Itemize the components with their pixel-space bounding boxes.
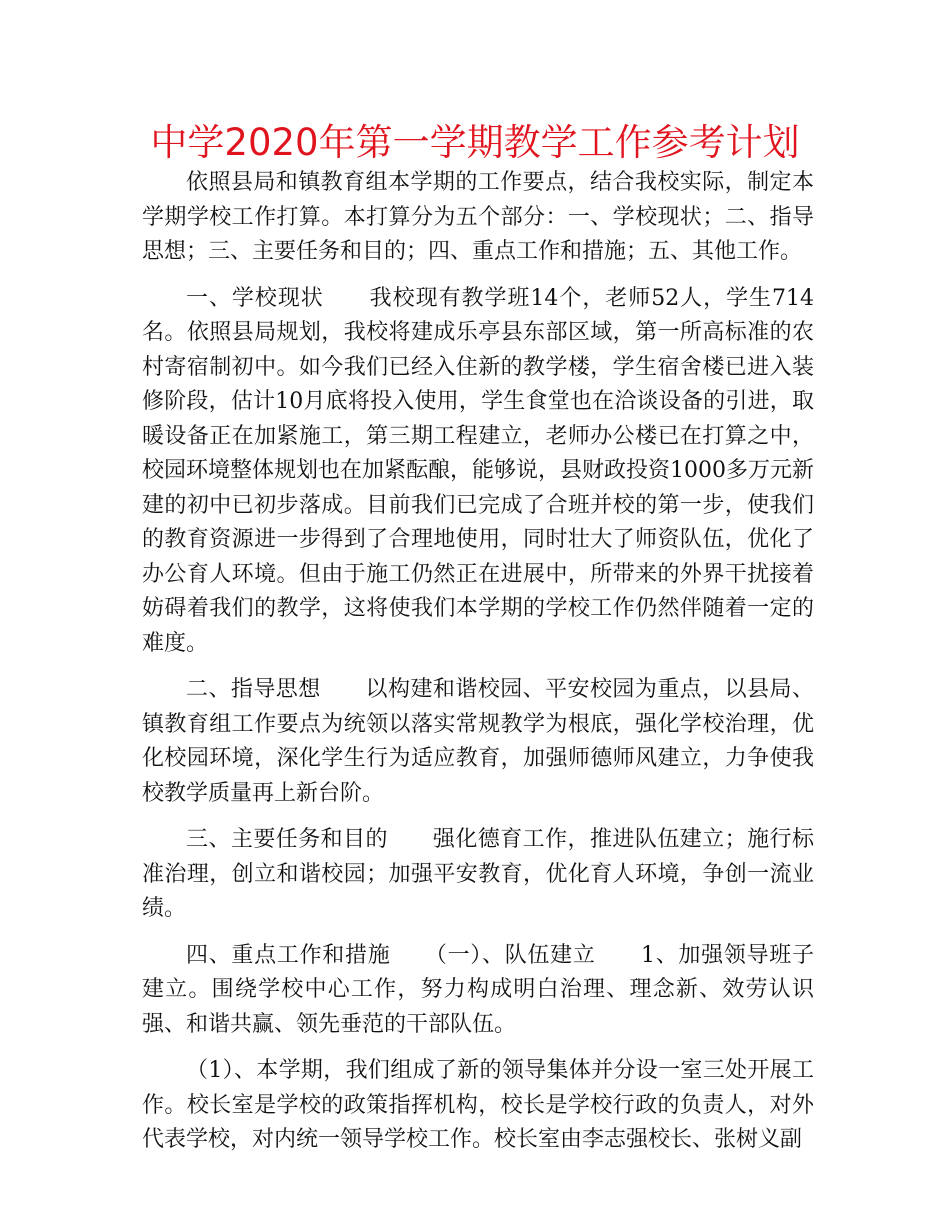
paragraph-key-work: 四、重点工作和措施 （一）、队伍建立 1、加强领导班子建立。围绕学校中心工作，努力构成明白治理、理念新、效劳认识强、和谐共赢、领先垂范的干部队伍。 (142, 942, 814, 1037)
paragraph-intro: 依照县局和镇教育组本学期的工作要点，结合我校实际，制定本学期学校工作打算。本打算分为五个部分：一、学校现状；二、指导思想；三、主要任务和目的；四、重点工作和措施；五、其他工作。 (142, 170, 814, 264)
paragraph-leadership: （1）、本学期，我们组成了新的领导集体并分设一室三处开展工作。校长室是学校的政策指挥机构，校长是学校行政的负责人，对外代表学校，对内统一领导学校工作。校长室由李志强校长、张树义副 (142, 1058, 814, 1152)
paragraph-school-status: 一、学校现状 我校现有教学班14个，老师52人，学生714名。依照县局规划，我校将建成乐亭县东部区域，第一所高标准的农村寄宿制初中。如今我们已经入住新的教学楼，学生宿舍楼已进入装修阶段，估计10月底将投入使用，学生食堂也在洽谈设备的引进，取暖设备正在加紧施工，第三期工程建立，老师办公楼已在打算之中，校园环境整体规划也在加紧酝酿，能够说，县财政投资1000多万元新建的初中已初步落成。目前我们已完成了合班并校的第一步，使我们的教育资源进一步得到了合理地使用，同时壮大了师资队伍，优化了办公育人环境。但由于施工仍然正在进展中，所带来的外界干扰接着妨碍着我们的教学，这将使我们本学期的学校工作仍然伴随着一定的难度。 (142, 285, 814, 656)
document-body (142, 166, 814, 1170)
document-title: 中学2020年第一学期教学工作参考计划 (150, 121, 800, 164)
paragraph-guiding-thought: 二、指导思想 以构建和谐校园、平安校园为重点，以县局、镇教育组工作要点为统领以落实常规教学为根底，强化学校治理，优化校园环境，深化学生行为适应教育，加强师德师风建立，力争使我校教学质量再上新台阶。 (142, 677, 814, 806)
paragraph-main-tasks: 三、主要任务和目的 强化德育工作，推进队伍建立；施行标准治理，创立和谐校园；加强平安教育，优化育人环境，争创一流业绩。 (142, 827, 814, 921)
